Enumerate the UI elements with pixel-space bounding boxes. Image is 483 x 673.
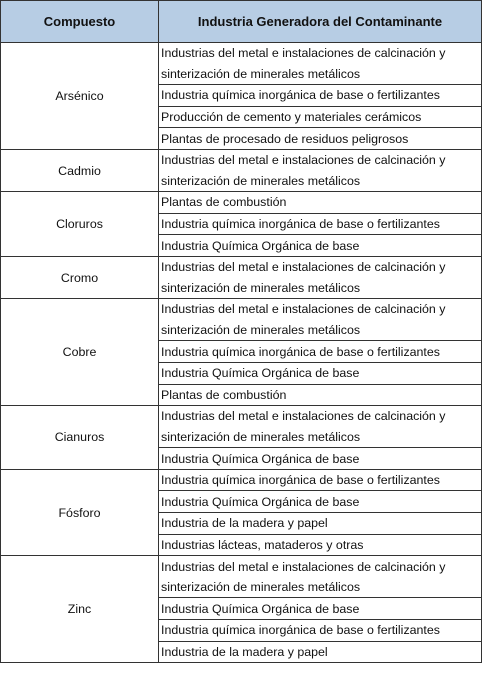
table-row bbox=[1, 469, 482, 491]
industry-cell: Industrias del metal e instalaciones de calcinación y bbox=[159, 406, 482, 427]
compound-cell: Cianuros bbox=[1, 406, 159, 470]
compound-cell: Zinc bbox=[1, 556, 159, 663]
industry-cell: Plantas de combustión bbox=[159, 384, 482, 406]
table-row bbox=[1, 406, 482, 427]
industry-cell: Industrias del metal e instalaciones de calcinación y bbox=[159, 256, 482, 277]
compound-cell: Fósforo bbox=[1, 469, 159, 555]
header-compound: Compuesto bbox=[1, 1, 159, 43]
industry-cell: sinterización de minerales metálicos bbox=[159, 427, 482, 448]
industry-cell: Plantas de procesado de residuos peligrosos bbox=[159, 128, 482, 150]
industry-cell: Industria Química Orgánica de base bbox=[159, 448, 482, 470]
industry-cell: Industrias del metal e instalaciones de calcinación y bbox=[159, 556, 482, 577]
industry-cell: Industria química inorgánica de base o fertilizantes bbox=[159, 85, 482, 107]
compound-cell: Cloruros bbox=[1, 192, 159, 257]
industry-cell: Industria Química Orgánica de base bbox=[159, 362, 482, 384]
table-row bbox=[1, 43, 482, 64]
industry-cell: sinterización de minerales metálicos bbox=[159, 278, 482, 299]
industry-cell: Industria de la madera y papel bbox=[159, 513, 482, 535]
industry-cell: sinterización de minerales metálicos bbox=[159, 171, 482, 192]
table-row bbox=[1, 149, 482, 170]
table-row bbox=[1, 299, 482, 320]
industry-cell: Industria de la madera y papel bbox=[159, 641, 482, 663]
industry-cell: sinterización de minerales metálicos bbox=[159, 320, 482, 341]
header-industry: Industria Generadora del Contaminante bbox=[159, 1, 482, 43]
industry-cell: Industrias del metal e instalaciones de calcinación y bbox=[159, 43, 482, 64]
header-row bbox=[1, 1, 482, 43]
compound-cell: Cadmio bbox=[1, 149, 159, 191]
industry-cell: Producción de cemento y materiales cerámicos bbox=[159, 106, 482, 128]
compound-cell: Cromo bbox=[1, 256, 159, 298]
compound-cell: Cobre bbox=[1, 299, 159, 406]
compound-cell: Arsénico bbox=[1, 43, 159, 150]
industry-cell: Industria química inorgánica de base o fertilizantes bbox=[159, 469, 482, 491]
table-row bbox=[1, 192, 482, 214]
industry-cell: Industria química inorgánica de base o fertilizantes bbox=[159, 213, 482, 235]
industry-cell: Industrias del metal e instalaciones de calcinación y bbox=[159, 299, 482, 320]
industry-cell: Industria Química Orgánica de base bbox=[159, 235, 482, 257]
industry-cell: sinterización de minerales metálicos bbox=[159, 577, 482, 598]
industry-cell: Industrias del metal e instalaciones de calcinación y bbox=[159, 149, 482, 170]
industry-cell: Plantas de combustión bbox=[159, 192, 482, 214]
industry-cell: Industrias lácteas, mataderos y otras bbox=[159, 534, 482, 556]
industry-cell: Industria Química Orgánica de base bbox=[159, 598, 482, 620]
table-row bbox=[1, 556, 482, 577]
industry-cell: sinterización de minerales metálicos bbox=[159, 64, 482, 85]
industry-cell: Industria química inorgánica de base o fertilizantes bbox=[159, 620, 482, 642]
industry-cell: Industria química inorgánica de base o fertilizantes bbox=[159, 341, 482, 363]
table-row bbox=[1, 256, 482, 277]
industry-cell: Industria Química Orgánica de base bbox=[159, 491, 482, 513]
